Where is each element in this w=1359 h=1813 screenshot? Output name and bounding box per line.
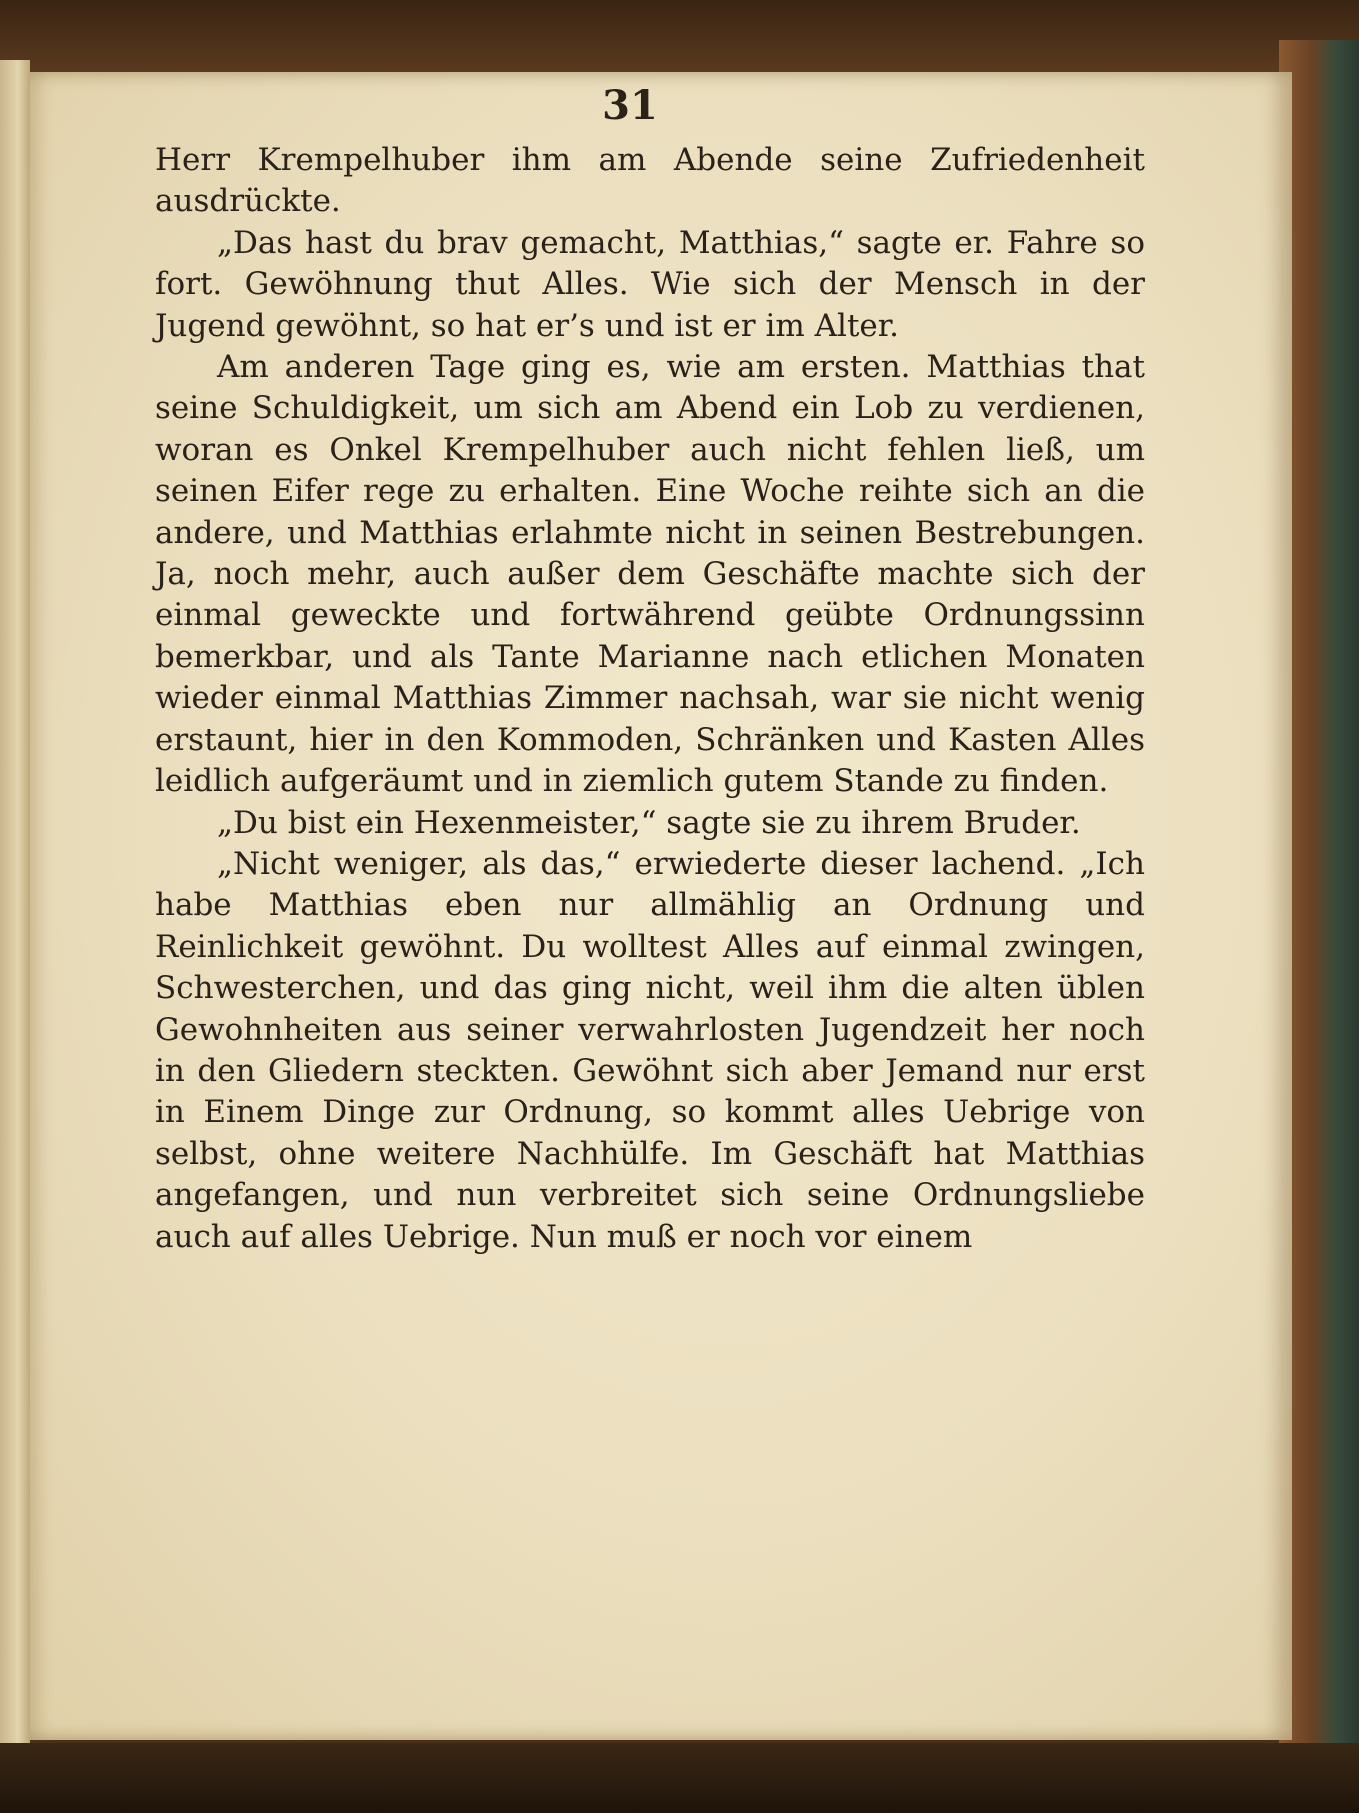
paragraph-3: Am anderen Tage ging es, wie am ersten. Matthias that seine Schuldigkeit, um sich am Abend ein Lob zu verdienen, woran es Onkel Krempelhuber auch nicht fehlen ließ, um seinen Eifer rege zu erhalten. Eine Woche reihte sich an die andere, und Matthias erlahmte nicht in seinen Bestrebungen. Ja, noch mehr, auch außer dem Geschäfte machte sich der einmal geweckte und fortwährend geübte Ordnungssinn bemerkbar, und als Tante Marianne nach etlichen Monaten wieder einmal Matthias Zimmer nachsah, war sie nicht wenig erstaunt, hier in den Kommoden, Schränken und Kasten Alles leidlich aufgeräumt und in ziemlich gutem Stande zu finden. [155,349,1145,800]
paragraph-2: „Das hast du brav gemacht, Matthias,“ sagte er. Fahre so fort. Gewöhnung thut Alles. Wie sich der Mensch in der Jugend gewöhnt, so hat er’s und ist er im Alter. [155,224,1145,344]
paragraph-1: Herr Krempelhuber ihm am Abende seine Zufriedenheit ausdrückte. [155,142,1145,220]
paragraph-5: „Nicht weniger, als das,“ erwiederte dieser lachend. „Ich habe Matthias eben nur allmählig an Ordnung und Reinlichkeit gewöhnt. Du wolltest Alles auf einmal zwingen, Schwesterchen, und das ging nicht, weil ihm die alten üblen Gewohnheiten aus seiner verwahrlosten Jugendzeit her noch in den Gliedern steckten. Gewöhnt sich aber Jemand nur erst in Einem Dinge zur Ordnung, so kommt alles Uebrige von selbst, ohne weitere Nachhülfe. Im Geschäft hat Matthias angefangen, und nun verbreitet sich seine Ordnungsliebe auch auf alles Uebrige. Nun muß er noch vor einem [155,845,1145,1255]
left-page-edge [0,60,30,1760]
book-cover-bottom [0,1743,1359,1813]
page-number: 31 [602,82,658,129]
paragraph-4: „Du bist ein Hexenmeister,“ sagte sie zu ihrem Bruder. [217,804,1081,841]
page-text [155,140,1145,1258]
